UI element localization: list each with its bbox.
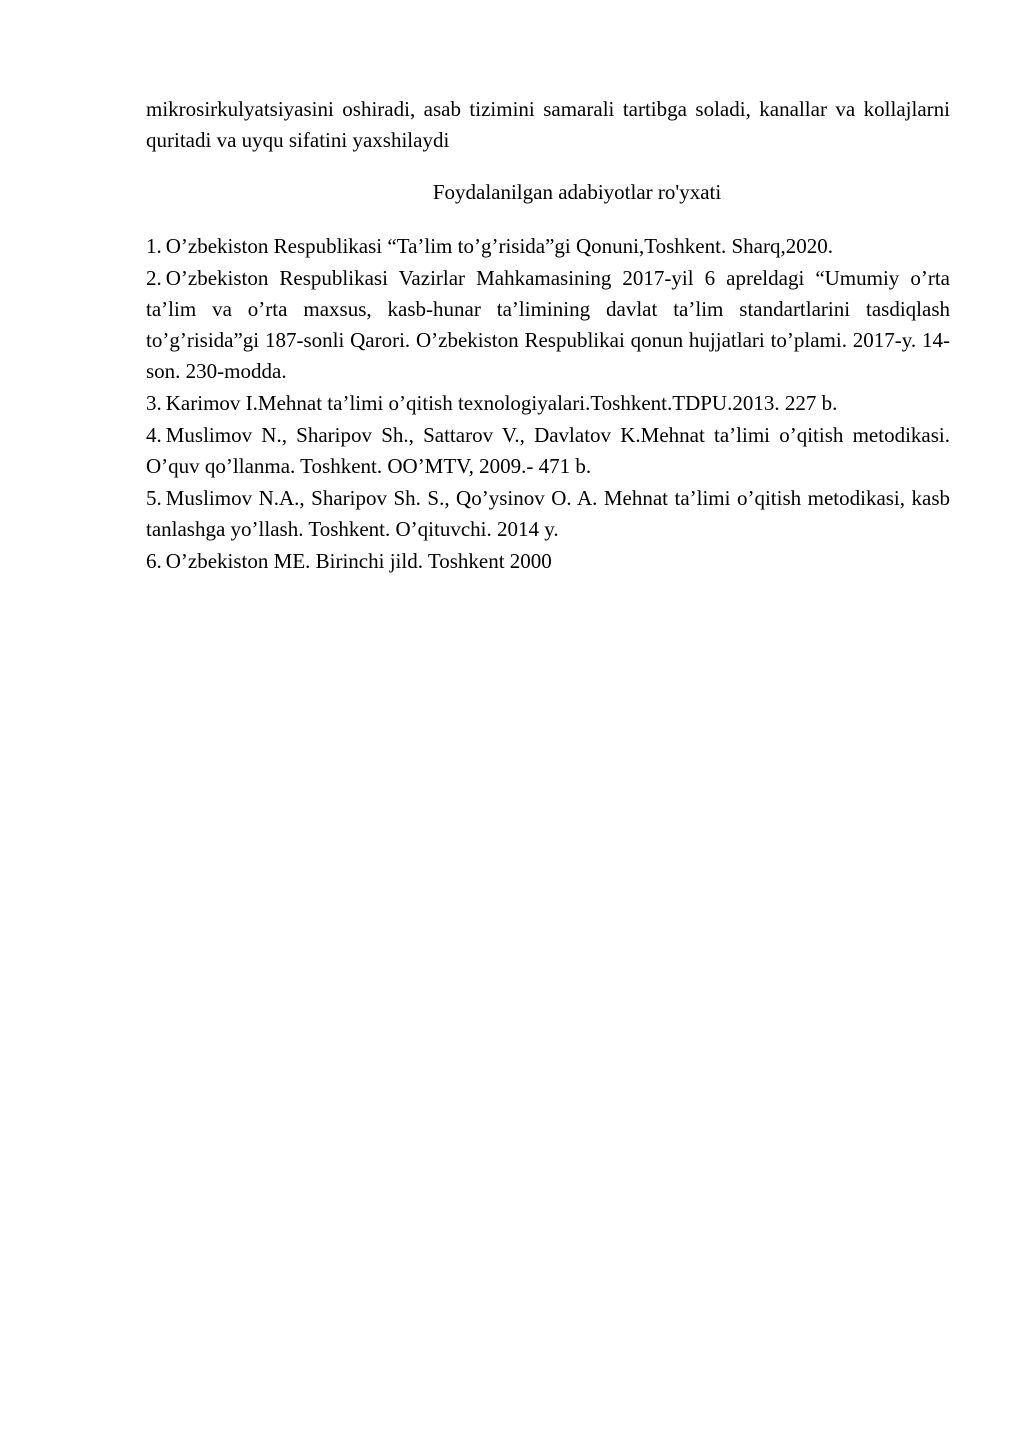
reference-item-1 [146,231,950,262]
reference-item-5 [146,483,950,545]
document-page [146,94,950,578]
references-heading: Foydalanilgan adabiyotlar ro'yxati [432,180,722,204]
reference-number: 5. [146,486,162,510]
reference-number: 1. [146,234,162,258]
reference-text: O’zbekiston ME. Birinchi jild. Toshkent 2000 [165,549,552,573]
reference-number: 3. [146,391,162,415]
reference-item-3 [146,388,950,419]
reference-text: Karimov I.Mehnat ta’limi o’qitish texnologiyalari.Toshkent.TDPU.2013. 227 b. [165,391,838,415]
references-list [146,231,950,577]
reference-item-2 [146,263,950,387]
reference-item-4 [146,420,950,482]
reference-text: O’zbekiston Respublikasi Vazirlar Mahkamasining 2017-yil 6 apreldagi “Umumiy o’rta ta’lim va o’rta maxsus, kasb-hunar ta’limining davlat ta’lim standartlarini tasdiqlash to’g’risida”gi 187-sonli Qarori. O’zbekiston Respublikai qonun hujjatlari to’plami. 2017-y. 14-son. 230-modda. [146,266,950,383]
reference-text: Muslimov N.A., Sharipov Sh. S., Qo’ysinov O. A. Mehnat ta’limi o’qitish metodikasi, kasb tanlashga yo’llash. Toshkent. O’qituvchi. 2014 y. [146,486,950,541]
intro-paragraph: mikrosirkulyatsiyasini oshiradi, asab tizimini samarali tartibga soladi, kanallar va kollajlarni quritadi va uyqu sifatini yaxshilaydi [146,97,950,152]
reference-number: 4. [146,423,162,447]
reference-item-6 [146,546,950,577]
reference-number: 6. [146,549,162,573]
reference-number: 2. [146,266,162,290]
reference-text: Muslimov N., Sharipov Sh., Sattarov V., Davlatov K.Mehnat ta’limi o’qitish metodikasi. O’quv qo’llanma. Toshkent. OO’MTV, 2009.- 471 b. [146,423,950,478]
reference-text: O’zbekiston Respublikasi “Ta’lim to’g’risida”gi Qonuni,Toshkent. Sharq,2020. [165,234,833,258]
